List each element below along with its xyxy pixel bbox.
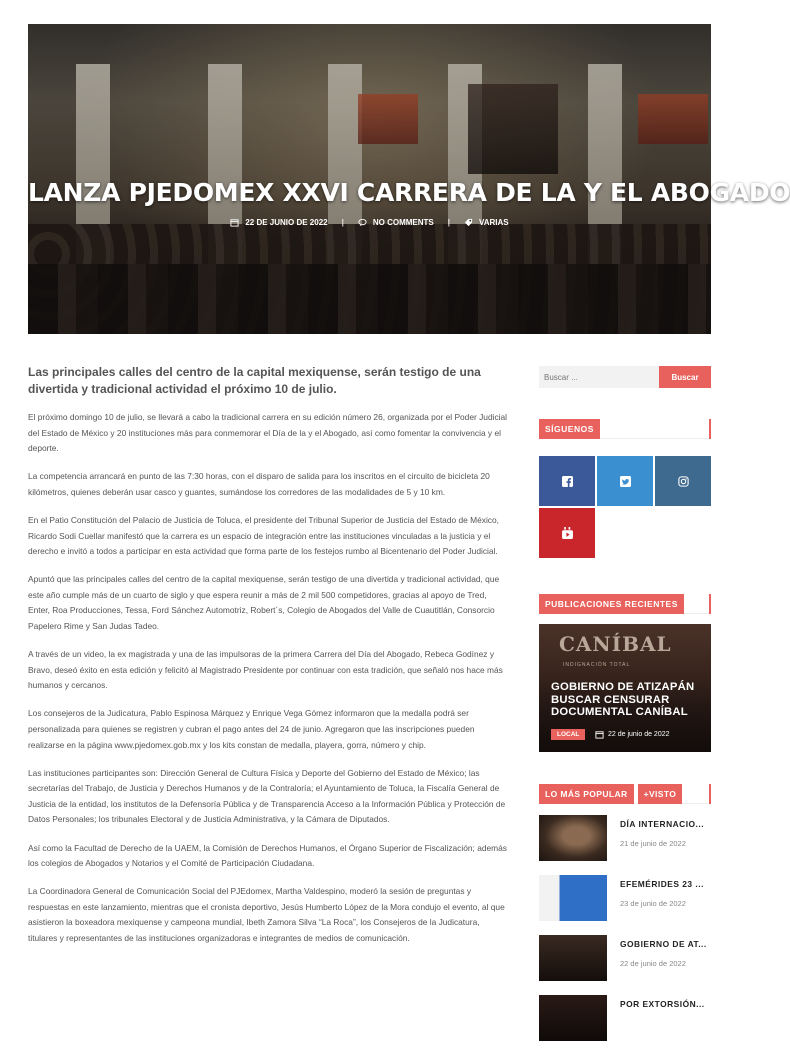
search-form: [539, 366, 711, 388]
social-grid: [539, 456, 711, 558]
recent-image-subtitle: INDIGNACIÓN TOTAL: [563, 662, 631, 668]
article-paragraph: La Coordinadora General de Comunicación Social del PJEdomex, Martha Valdespino, moderó la sesión de preguntas y respuestas en este lanzamiento, mientras que el cronista deportivo, Jesús Humberto López de la Mora condujo el evento, al que asistieron la boxeadora mexiquense y campeona mundial, Ibeth Zamora Silva “La Roca”, los Consejeros de la Judicatura, titulares y representantes de las instituciones organizadoras e integrantes de medios de comunicación.: [28, 886, 505, 944]
post-title[interactable]: POR EXTORSIÓN...: [620, 999, 705, 1009]
recent-image-logo: CANÍBAL: [559, 632, 672, 656]
post-thumbnail[interactable]: [539, 935, 607, 981]
article-lead: Las principales calles del centro de la capital mexiquense, serán testigo de una divertida y tradicional actividad el próximo 10 de julio.: [28, 365, 481, 396]
follow-title: SÍGUENOS: [539, 419, 600, 439]
article-paragraph: El próximo domingo 10 de julio, se llevará a cabo la tradicional carrera en su edición número 26, organizada por el Poder Judicial del Estado de México y 20 instituciones más para conmemorar el Día de la y el Abogado, así como fomentar la convivencia y el deporte.: [28, 412, 508, 454]
article-comments[interactable]: [358, 218, 434, 227]
article-meta: [28, 218, 711, 227]
post-thumbnail[interactable]: [539, 815, 607, 861]
article-paragraph: A través de un video, la ex magistrada y una de las impulsoras de la primera Carrera del Día del Abogado, Rebeca Godínez y Bravo, deseó éxito en esta edición y felicitó al Magistrado Presidente por continuar con esta tradición, que señaló nos hace más humanos y cercanos.: [28, 649, 503, 691]
list-item[interactable]: [539, 875, 711, 921]
facebook-button[interactable]: [539, 456, 595, 506]
article-title: LANZA PJEDOMEX XXVI CARRERA DE LA Y EL ABOGADO: [28, 178, 790, 207]
follow-widget-title: [539, 419, 711, 439]
instagram-icon: [678, 476, 689, 487]
title-edge: [709, 419, 711, 439]
article-paragraph: Apuntó que las principales calles del centro de la capital mexiquense, serán testigo de una divertida y tradicional actividad, que este año cumple más de un cuarto de siglo y que espera reunir a más de 2 mil 500 competidores, gracias al apoyo de Tred, Enter, Roa Producciones, Tessa, Ford Sánchez Automotriz, Robert´s, Colegio de Abogados del Valle de Cuautitlán, Consorcio Papelero Rime y San Judas Tadeo.: [28, 574, 500, 632]
calendar-icon: [595, 730, 604, 739]
search-button[interactable]: Buscar: [659, 366, 711, 388]
youtube-icon: [562, 527, 573, 539]
post-thumbnail[interactable]: [539, 995, 607, 1041]
recent-post-date-text: 22 de junio de 2022: [608, 731, 670, 738]
comments-text: NO COMMENTS: [372, 218, 434, 227]
recent-title: PUBLICACIONES RECIENTES: [539, 594, 684, 614]
calendar-icon: [230, 218, 239, 227]
meta-separator: |: [341, 218, 344, 227]
article-date[interactable]: [230, 218, 327, 227]
popular-list: [539, 815, 711, 1041]
list-item[interactable]: [539, 815, 711, 861]
list-item[interactable]: [539, 935, 711, 981]
article-paragraph: Los consejeros de la Judicatura, Pablo Espinosa Márquez y Enrique Vega Gómez informaron que la medalla podrá ser personalizada para quienes se registren y cubran el pago antes del 24 de junio. Agregaron que las inscripciones pueden realizarse en la página www.pjedomex.gob.mx y los kits constan de medalla, playera, gorra, número y chip.: [28, 708, 475, 750]
recent-post-date: [595, 730, 670, 739]
hero-image: [28, 24, 790, 334]
twitter-button[interactable]: [597, 456, 653, 506]
youtube-button[interactable]: [539, 508, 595, 558]
meta-separator: |: [447, 218, 450, 227]
tab-most-viewed[interactable]: +VISTO: [638, 784, 683, 804]
post-title[interactable]: DÍA INTERNACIO...: [620, 819, 705, 829]
post-date: 21 de junio de 2022: [620, 839, 686, 848]
instagram-button[interactable]: [655, 456, 711, 506]
recent-post-title[interactable]: GOBIERNO DE ATIZAPÁN BUSCAR CENSURAR DOCUMENTAL CANÍBAL: [551, 681, 695, 718]
recent-post-card[interactable]: [539, 624, 711, 752]
list-item[interactable]: [539, 995, 711, 1041]
post-title[interactable]: EFEMÉRIDES 23 ...: [620, 879, 704, 889]
recent-post-tag[interactable]: LOCAL: [551, 729, 585, 740]
facebook-icon: [562, 476, 573, 487]
popular-tabs: [539, 784, 711, 804]
title-edge: [709, 784, 711, 804]
article-date-text: 22 DE JUNIO DE 2022: [245, 218, 328, 227]
twitter-icon: [620, 476, 631, 487]
comment-icon: [358, 218, 367, 227]
sidebar: [539, 366, 711, 1055]
title-edge: [709, 594, 711, 614]
search-input[interactable]: [539, 366, 659, 388]
article-paragraph: Así como la Facultad de Derecho de la UAEM, la Comisión de Derechos Humanos, el Órgano Superior de Fiscalización; además los colegios de Abogados y Notarios y el Comité de Participación Ciudadana.: [28, 842, 507, 869]
article-paragraph: La competencia arrancará en punto de las 7:30 horas, con el disparo de salida para los inscritos en el circuito de bicicleta 20 kilómetros, quienes deberán usar casco y guantes, sumándose los corredores de las modalidades de 5 y 10 km.: [28, 471, 490, 497]
post-date: 23 de junio de 2022: [620, 899, 686, 908]
article-category[interactable]: [464, 218, 509, 227]
post-date: 22 de junio de 2022: [620, 959, 686, 968]
article-paragraph: Las instituciones participantes son: Dirección General de Cultura Física y Deporte del Gobierno del Estado de México; las secretarías del Trabajo, de Justicia y Derechos Humanos y de la Contraloría; el Ayuntamiento de Toluca, la Fiscalía General de Justicia de la entidad, los institutos de la Defensoría Pública y de Transparencia Acceso a la Información Pública y Protección de Datos Personales; los tribunales Electoral y de Justicia Administrativa, y la Cámara de Diputados.: [28, 767, 506, 825]
article-paragraph: En el Patio Constitución del Palacio de Justicia de Toluca, el presidente del Tribunal Superior de Justicia del Estado de México, Ricardo Sodi Cuellar manifestó que la carrera es un espacio de integración entre las instituciones vinculadas a la justicia y el derecho e invitó a todos a participar en esta actividad que forma parte de los festejos rumbo al Bicentenario del Poder Judicial.: [28, 514, 499, 557]
category-text: VARIAS: [479, 218, 509, 227]
article-body: [28, 364, 508, 959]
recent-widget-title: [539, 594, 711, 614]
post-thumbnail[interactable]: [539, 875, 607, 921]
tag-icon: [464, 218, 473, 227]
tab-popular[interactable]: LO MÁS POPULAR: [539, 784, 634, 804]
post-title[interactable]: GOBIERNO DE AT...: [620, 939, 707, 949]
